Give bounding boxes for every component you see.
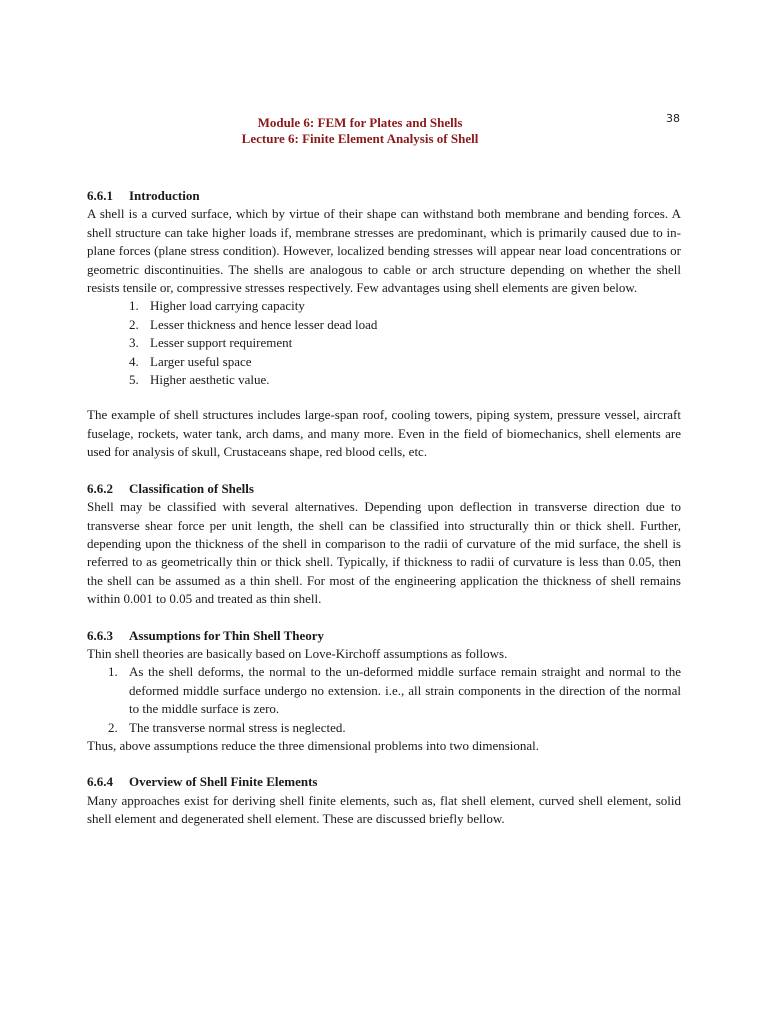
section-title: Assumptions for Thin Shell Theory [129,627,325,643]
section-title: Classification of Shells [129,480,254,496]
paragraph: Thus, above assumptions reduce the three dimensional problems into two dimensional. [87,737,540,753]
paragraph: Shell may be classified with several alternatives. Depending upon deflection in transverse direction due to transverse shear force per unit length, the shell can be classified into structurally thin or thick shell. Further, depending upon the thickness of the shell in comparison to the radii of curvature of the mid surface, the shell is referred to as geometrically thin or thick shell. Typically, if thickness to radii of curvature is less than 0.05, then the shell can be assumed as a thin shell. For most of the engineering application the thickness of shell remains within 0.001 to 0.05 and treated as thin shell. [87,499,681,607]
section-number: 6.6.4 [87,774,113,790]
module-title: Module 6: FEM for Plates and Shells [257,115,463,130]
lecture-title: Lecture 6: Finite Element Analysis of Shell [241,131,479,146]
list-item-text: Lesser support requirement [150,335,293,351]
list-item [87,334,681,352]
list-item-text: As the shell deforms, the normal to the un-deformed middle surface remain straight and normal to the deformed middle surface undergo no extension. i.e., all strain components in the direction of the normal to the middle surface is zero. [129,664,681,717]
list-marker: 4. [129,353,139,369]
section-title: Overview of Shell Finite Elements [129,774,318,790]
section-introduction [87,187,681,462]
section-title: Introduction [129,188,200,203]
list-marker: 2. [129,316,139,332]
list-marker: 5. [129,372,139,388]
assumptions-list [87,663,681,737]
list-marker: 3. [129,335,139,351]
list-item [87,316,681,334]
section-heading [87,187,681,205]
page-number: 38 [666,112,680,125]
paragraph: Thin shell theories are basically based on Love-Kirchoff assumptions as follows. [87,645,508,661]
list-item [87,353,681,371]
list-item-text: Higher load carrying capacity [150,298,305,314]
list-item [87,719,681,737]
list-item-text: The transverse normal stress is neglected. [129,719,346,735]
section-overview [87,773,681,828]
paragraph: The example of shell structures includes large-span roof, cooling towers, piping system, pressure vessel, aircraft fuselage, rockets, water tank, arch dams, and many more. Even in the field of biomechanics, shell elements are used for analysis of skull, Crustaceans shape, red blood cells, etc. [87,407,681,460]
list-item-text: Larger useful space [150,353,252,369]
advantages-list [87,297,681,389]
list-item-text: Higher aesthetic value. [150,372,270,388]
section-heading [87,480,681,498]
section-number: 6.6.2 [87,480,113,496]
list-marker: 1. [108,664,118,680]
section-number: 6.6.1 [87,188,113,203]
lecture-header [0,115,720,147]
list-item [87,663,681,718]
list-item [87,371,681,389]
list-marker: 2. [108,719,118,735]
section-assumptions [87,627,681,756]
section-classification [87,480,681,609]
section-heading [87,627,681,645]
paragraph: Many approaches exist for deriving shell finite elements, such as, flat shell element, curved shell element, solid shell element and degenerated shell element. These are discussed briefly bellow. [87,792,681,827]
list-marker: 1. [129,298,139,314]
section-number: 6.6.3 [87,627,113,643]
document-body [87,187,681,829]
list-item-text: Lesser thickness and hence lesser dead load [150,316,378,332]
section-heading [87,773,681,791]
paragraph: A shell is a curved surface, which by virtue of their shape can withstand both membrane and bending forces. A shell structure can take higher loads if, membrane stresses are predominant, which is primarily caused due to in-plane forces (plane stress condition). However, localized bending stresses will appear near load concentrations or geometric discontinuities. The shells are analogous to cable or arch structure depending on whether the shell resists tensile or, compressive stresses respectively. Few advantages using shell elements are given below. [87,206,681,296]
list-item [87,297,681,315]
